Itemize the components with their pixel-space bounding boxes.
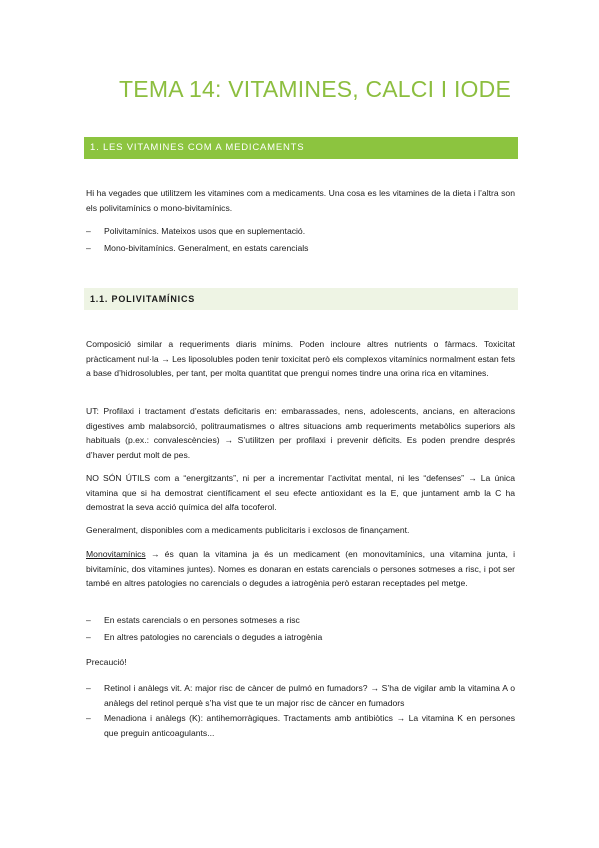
paragraph-generalment: Generalment, disponibles com a medicaments publicitaris i exclosos de finançament.	[86, 525, 410, 535]
list-item	[86, 711, 515, 740]
list-item-text: Polivitamínics. Mateixos usos que en suplementació.	[104, 226, 306, 236]
paragraph-composicio: Composició similar a requeriments diaris mínims. Poden incloure altres nutrients o fàrmacs. Toxicitat pràcticament nul·la → Les liposolubles poden tenir toxicitat però els complexos vitamínics normalment estan fets a base d’hidrosolubles, per tant, per molta quantitat que prengui nomes tindre una orina rica en vitamines.	[86, 339, 515, 378]
list-item	[86, 630, 515, 645]
precaucio-label: Precaució!	[86, 657, 127, 667]
monovitaminics-text: → és quan la vitamina ja és un medicament (en monovitamínics, una vitamina junta, i bivitamínic, dos vitamines juntes). Nomes es donaran en estats carencials o persones sotmeses a risc, i pot ser també en altres patologies no carencials o degudes a iatrogènia però estaran receptades pel metge.	[86, 549, 515, 588]
section-heading-1: 1. LES VITAMINES COM A MEDICAMENTS	[84, 137, 518, 159]
paragraph-no-utils: NO SÓN ÚTILS com a “energitzants”, ni per a incrementar l’activitat mental, ni les “defenses” → La única vitamina que si ha demostrat científicament el seu efecte antioxidant es la E, que juntament amb la C ha demostrat la seva acció química del alfa tocoferol.	[86, 473, 515, 512]
paragraph-ut: UT: Profilaxi i tractament d’estats deficitaris en: embarassades, nens, adolescents, ancians, en alteracions digestives amb malabsorció, politraumatismes o altres situacions amb requeriments metabòlics superiors als habituals (p.ex.: convalescències) → S’utilitzen per profilaxi i prevenir dèficits. Es poden prendre després d’haver perdut molt de pes.	[86, 406, 515, 460]
dash-bullet: –	[86, 713, 91, 723]
list-item-text: Mono-bivitamínics. Generalment, en estats carencials	[104, 243, 309, 253]
monovitaminics-term: Monovitamínics	[86, 549, 146, 559]
list-item	[86, 224, 515, 239]
page-title: TEMA 14: VITAMINES, CALCI I IODE	[119, 76, 511, 102]
dash-bullet: –	[86, 615, 91, 625]
dash-bullet: –	[86, 226, 91, 236]
paragraph-monovitaminics	[86, 547, 515, 591]
section1-intro: Hi ha vegades que utilitzem les vitamines com a medicaments. Una cosa es les vitamines de la dieta i l’altra son els polivitamínics o mono-bivitamínics.	[86, 188, 515, 213]
list-item-text: En estats carencials o en persones sotmeses a risc	[104, 615, 300, 625]
list-item-text: En altres patologies no carencials o degudes a iatrogènia	[104, 632, 323, 642]
list-item-text: Menadiona i anàlegs (K): antihemorràgiques. Tractaments amb antibiòtics → La vitamina K en persones que preguin anticoagulants...	[104, 713, 515, 738]
section-heading-1-1: 1.1. POLIVITAMÍNICS	[84, 288, 518, 310]
list-item	[86, 681, 515, 710]
list-item	[86, 613, 515, 628]
dash-bullet: –	[86, 243, 91, 253]
list-item	[86, 241, 515, 256]
list-item-text: Retinol i anàlegs vit. A: major risc de càncer de pulmó en fumadors? → S’ha de vigilar amb la vitamina A o anàlegs del retinol perquè s’ha vist que te un major risc de càncer en fumadors	[104, 683, 515, 708]
dash-bullet: –	[86, 632, 91, 642]
dash-bullet: –	[86, 683, 91, 693]
